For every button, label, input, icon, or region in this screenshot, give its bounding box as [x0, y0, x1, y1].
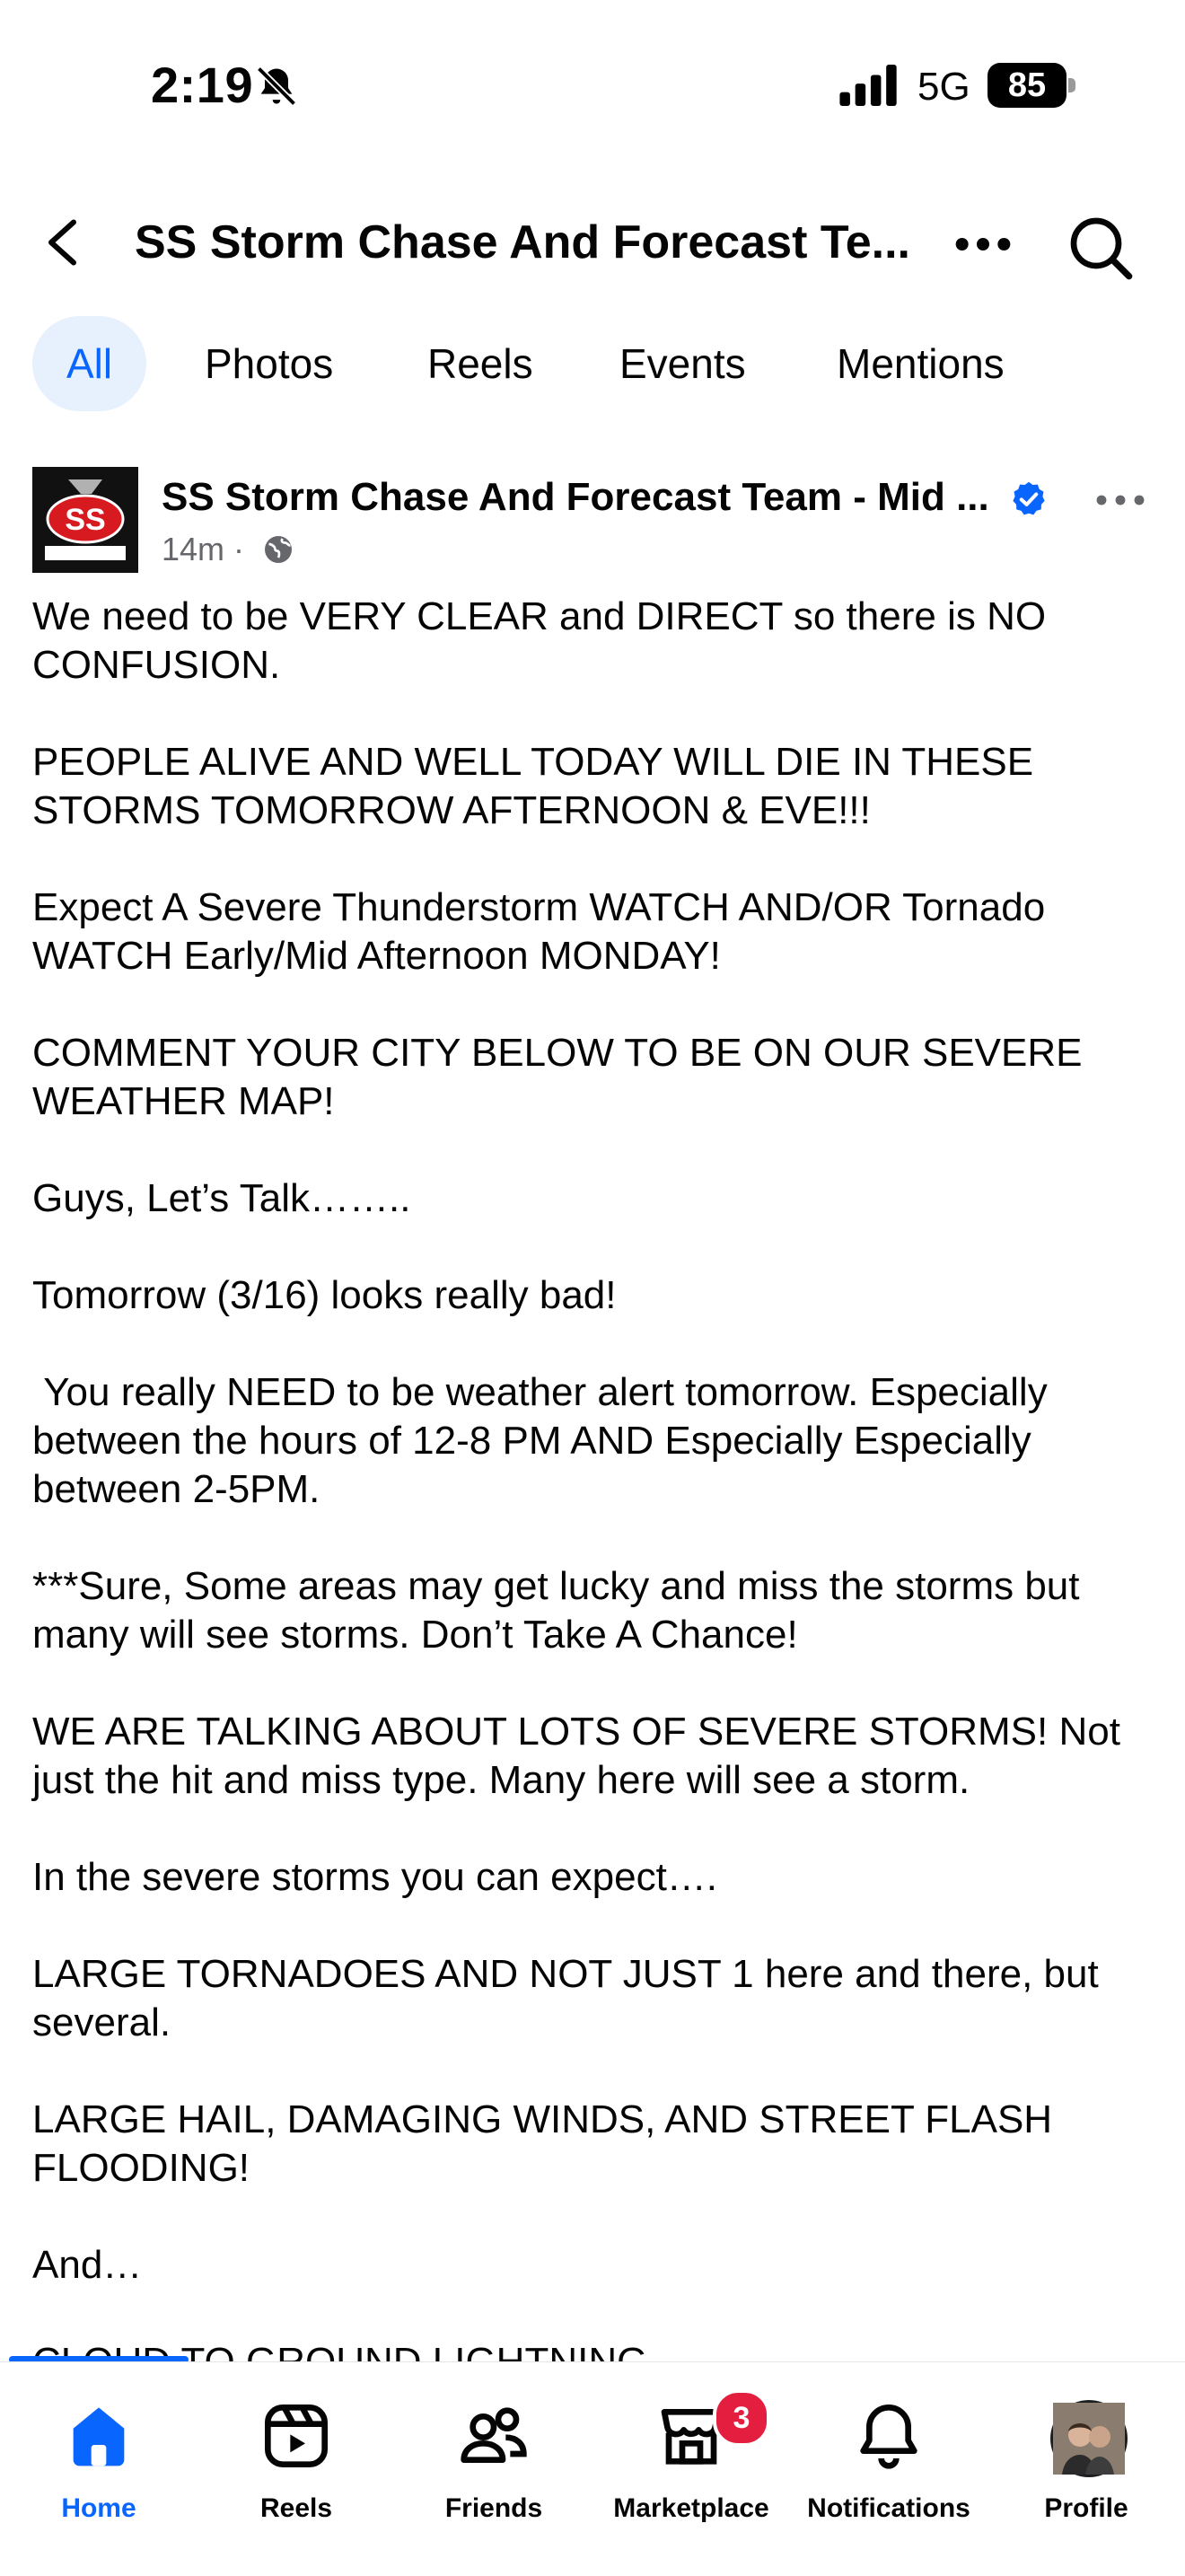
signal-icon	[838, 65, 900, 106]
marketplace-badge: 3	[713, 2389, 770, 2447]
notifications-bell-icon	[853, 2400, 925, 2472]
verified-badge-icon	[1009, 479, 1049, 519]
status-time: 2:19	[151, 57, 254, 113]
tab-reels[interactable]: Reels	[427, 340, 533, 387]
home-icon	[63, 2400, 135, 2472]
status-bar	[0, 0, 1185, 171]
nav-profile-label: Profile	[1044, 2493, 1128, 2523]
post-meta	[162, 528, 294, 571]
nav-reels[interactable]	[198, 2380, 395, 2560]
reels-icon	[260, 2400, 332, 2472]
nav-home-label: Home	[61, 2493, 136, 2523]
nav-reels-label: Reels	[259, 2493, 333, 2523]
nav-notifications[interactable]	[790, 2380, 988, 2560]
back-arrow-icon[interactable]	[38, 215, 92, 269]
nav-marketplace[interactable]	[592, 2380, 790, 2560]
page-header	[0, 198, 1185, 287]
friends-icon	[458, 2400, 530, 2472]
post-header	[0, 460, 1185, 576]
nav-marketplace-label: Marketplace	[613, 2493, 769, 2523]
bottom-navigation	[0, 2361, 1185, 2576]
tab-all[interactable]: All	[32, 316, 146, 411]
search-icon[interactable]	[1065, 212, 1137, 284]
nav-friends[interactable]	[395, 2380, 592, 2560]
post-more-icon[interactable]	[1093, 487, 1147, 514]
post-author[interactable]: SS Storm Chase And Forecast Team - Mid ...	[162, 475, 989, 519]
tab-events[interactable]: Events	[619, 340, 746, 387]
more-options-icon[interactable]	[952, 217, 1014, 271]
page-title: SS Storm Chase And Forecast Te...	[135, 216, 910, 268]
network-type: 5G	[917, 65, 970, 109]
post-time: 14m	[162, 531, 225, 567]
tab-mentions[interactable]: Mentions	[837, 340, 1005, 387]
nav-home[interactable]	[0, 2380, 198, 2560]
svg-text:SS: SS	[65, 503, 106, 537]
nav-friends-label: Friends	[444, 2493, 543, 2523]
battery-icon	[988, 63, 1075, 108]
tab-photos[interactable]: Photos	[205, 340, 334, 387]
page-avatar[interactable]	[32, 467, 138, 573]
bell-muted-icon	[253, 63, 300, 110]
post-body-text: We need to be VERY CLEAR and DIRECT so there is NO CONFUSION. PEOPLE ALIVE AND WELL TODAY WILL DIE IN THESE STORMS TOMORROW AFTERNOON & EVE!!! Expect A Severe Thunderstorm WATCH AND/OR Tornado WATCH Early/Mid Afternoon MONDAY! COMMENT YOUR CITY BELOW TO BE ON OUR SEVERE WEATHER MAP! Guys, Let’s Talk…….. Tomorrow (3/16) looks really bad! You really NEED to be weather alert tomorrow. Especially between the hours of 12-8 PM AND Especially Especially between 2-5PM. ***Sure, Some areas may get lucky and miss the storms but many will see storms. Don’t Take A Chance! WE ARE TALKING ABOUT LOTS OF SEVERE STORMS! Not just the hit and miss type. Many here will see a storm. In the severe storms you can expect…. LARGE TORNADOES AND NOT JUST 1 here and there, but several. LARGE HAIL, DAMAGING WINDS, AND STREET FLASH FLOODING! And…	[32, 594, 1120, 2287]
meta-separator: ·	[233, 531, 254, 567]
filter-tabs	[0, 316, 1185, 415]
profile-avatar	[1050, 2400, 1128, 2477]
battery-tip	[1068, 78, 1075, 92]
nav-notifications-label: Notifications	[807, 2493, 970, 2523]
battery-level: 85	[988, 63, 1066, 108]
nav-profile[interactable]	[988, 2380, 1185, 2560]
profile-photo	[1053, 2403, 1125, 2475]
globe-icon	[262, 533, 294, 566]
page-logo	[32, 467, 138, 573]
